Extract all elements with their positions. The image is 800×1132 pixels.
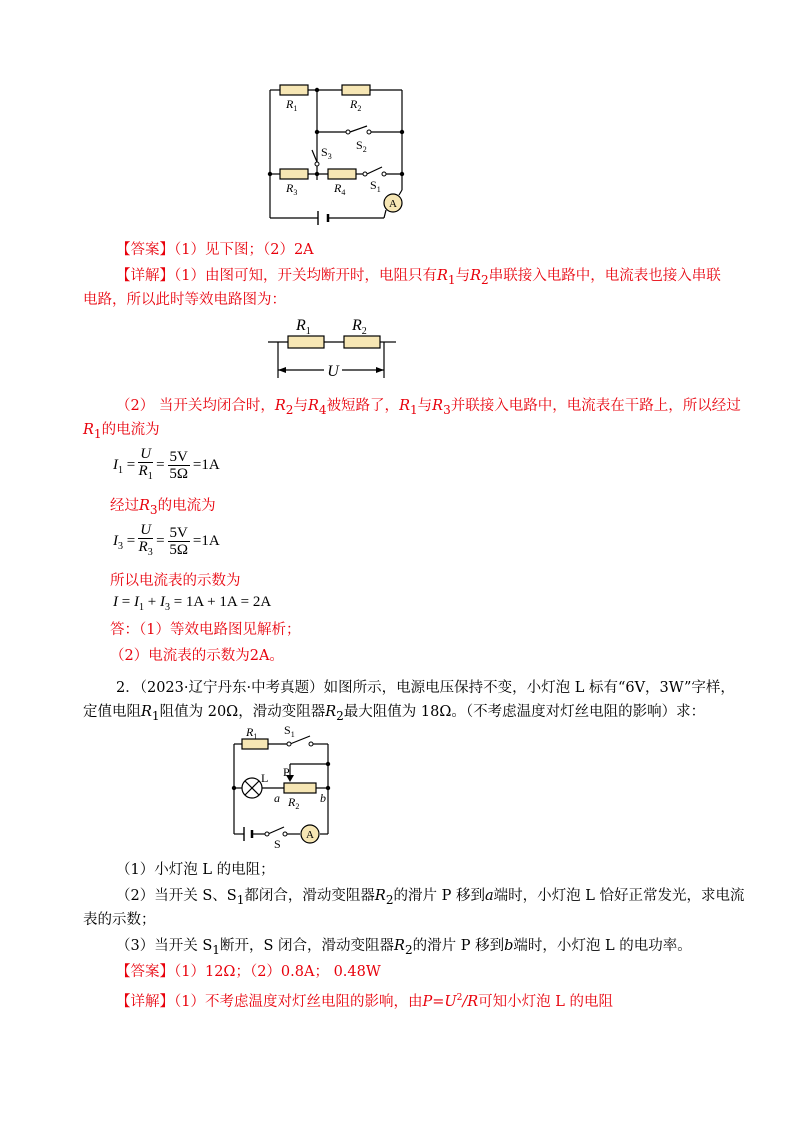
r3-symbol: R <box>139 498 150 514</box>
svg-text:R1 <box>295 317 311 337</box>
resistor-r3 <box>280 169 308 179</box>
fraction-values <box>168 525 190 558</box>
r1-sub: 1 <box>253 732 258 741</box>
eq-total-result: = 1A + 1A = 2A <box>173 594 272 610</box>
r2-label: R <box>352 317 362 334</box>
sub2-text-c: 的滑片 P 移到 <box>393 888 485 904</box>
voltage-label: U <box>327 363 339 380</box>
frac-den-sub: 3 <box>147 547 153 558</box>
svg-text:R4 <box>333 181 345 197</box>
part-2-line-2-text: 的电流为 <box>101 422 160 438</box>
question-2-sub-2 <box>116 886 745 910</box>
r1-symbol: R <box>399 398 410 414</box>
r2-label: R <box>288 795 296 809</box>
ammeter-reading-text: 所以电流表的示数为 <box>110 573 241 589</box>
r1-label: R <box>246 725 254 739</box>
r4-symbol: R <box>307 398 319 414</box>
answer-1-text: （1）见下图；（2）2A <box>174 242 314 258</box>
resistor-r1 <box>288 336 324 348</box>
resistor-r4 <box>328 169 356 179</box>
r2-sub: 2 <box>357 104 362 113</box>
r2-sub: 2 <box>336 708 344 723</box>
r2-sub: 2 <box>404 942 413 957</box>
q2-text-c: 最大阻值为 18Ω。（不考虑温度对灯丝电阻的影响）求： <box>343 704 706 720</box>
r2-sub: 2 <box>385 892 394 907</box>
question-2-sub-3 <box>116 936 692 960</box>
eq-i3: I <box>159 594 165 610</box>
via-r3-line <box>110 496 216 520</box>
part-2-line-1 <box>116 396 741 420</box>
resistor-r1 <box>280 85 308 95</box>
equation-i1: $I_1$ = $\frac{U}{R_1}$ = $\frac{5V}{5\Omega}$ =1A <box>113 446 220 485</box>
eq-lhs: I <box>113 456 118 473</box>
r1-label: R <box>296 317 306 334</box>
r2-label: R <box>350 97 358 111</box>
s1-label: S <box>284 724 291 737</box>
detail-2-text-a: （1）不考虑温度对灯丝电阻的影响，由 <box>174 993 423 1010</box>
frac-num-value: 5V <box>169 525 188 541</box>
q2-text-a: 定值电阻 <box>83 704 141 720</box>
r1-sub: 1 <box>409 402 418 417</box>
detail-1-text-b: 与 <box>455 268 471 284</box>
conclusion-2: （2）电流表的示数为2A。 <box>110 648 284 664</box>
r2-symbol: R <box>374 888 386 904</box>
part-2-text-e: 并联接入电路中，电流表在干路上，所以经过 <box>450 398 741 414</box>
equation-i3: $I_3$ = $\frac{U}{R_3}$ = $\frac{5V}{5\Omega}$ =1A <box>113 522 220 561</box>
r1-symbol: R <box>436 268 448 284</box>
detail-1-line-1 <box>116 266 721 290</box>
fraction-values <box>168 449 190 482</box>
detail-1-text-c: 串联接入电路中，电流表也接入串联 <box>488 268 721 284</box>
part-2-line-2 <box>83 420 160 444</box>
eq-result: =1A <box>192 532 220 549</box>
ammeter-label: A <box>306 829 314 841</box>
eq-lhs-sub: 1 <box>118 464 123 476</box>
eq-i3-sub: 3 <box>164 602 170 613</box>
r3-sub: 3 <box>293 188 298 197</box>
power-formula: P=U <box>422 993 457 1010</box>
s1-label: S <box>370 178 377 192</box>
lamp-icon <box>242 778 262 798</box>
via-r3-text-a: 经过 <box>110 498 139 514</box>
equation-total-current: $I = I_1 + I_3 = 1A + 1A = 2A$ <box>113 594 272 613</box>
r3-sub: 3 <box>443 402 451 417</box>
end-a-label: a <box>274 791 280 805</box>
svg-text:S2 <box>356 138 367 154</box>
question-2-sub-1: （1）小灯泡 L 的电阻； <box>116 862 275 878</box>
frac-den: R <box>138 463 148 479</box>
circuit-figure-2 <box>228 724 348 850</box>
r2-sub: 2 <box>481 272 489 287</box>
r2-sub: 2 <box>295 802 300 811</box>
r4-sub: 4 <box>341 188 346 197</box>
answer-2-text: （1）12Ω；（2）0.8A； 0.48W <box>174 964 381 980</box>
r1-sub: 1 <box>151 708 160 723</box>
svg-text:R2 <box>349 97 361 113</box>
sub2-text-b: 都闭合，滑动变阻器 <box>244 888 375 904</box>
fraction-u-r3 <box>138 522 153 561</box>
end-a-symbol: a <box>484 888 494 904</box>
svg-text:R1 <box>245 725 257 741</box>
svg-text:R2 <box>351 317 367 337</box>
detail-tag: 【详解】 <box>116 268 174 284</box>
frac-den-value: 5Ω <box>169 466 189 482</box>
power-formula-b: /R <box>462 993 479 1010</box>
sub3-text-b: 断开，S 闭合，滑动变阻器 <box>219 938 395 954</box>
q2-text-b: 阻值为 20Ω，滑动变阻器 <box>159 704 326 720</box>
slider-p-label: P <box>283 765 290 779</box>
sub3-text-a: （3）当开关 S <box>116 938 213 954</box>
detail-2-text-b: 可知小灯泡 L 的电阻 <box>478 993 614 1010</box>
s3-label: S <box>321 145 328 159</box>
circuit-figure-1 <box>262 72 412 227</box>
eq-lhs: I <box>113 532 118 549</box>
answer-tag: 【答案】 <box>116 242 174 258</box>
answer-tag: 【答案】 <box>116 964 174 980</box>
r2-symbol: R <box>470 268 482 284</box>
sub2-text-a: （2）当开关 S、S <box>116 888 237 904</box>
r1-sub: 1 <box>305 326 311 337</box>
frac-den-sub: 1 <box>147 471 153 482</box>
r1-sub: 1 <box>93 426 102 441</box>
sub3-text-c: 的滑片 P 移到 <box>412 938 505 954</box>
detail-tag: 【详解】 <box>116 993 174 1010</box>
answer-2 <box>116 962 381 982</box>
s3-sub: 3 <box>327 152 332 161</box>
r1-sub: 1 <box>293 104 298 113</box>
svg-text:S1 <box>284 724 295 739</box>
r1-label: R <box>286 97 294 111</box>
r2-symbol: R <box>325 704 337 720</box>
r3-label: R <box>286 181 294 195</box>
s1-sub: 1 <box>376 185 381 194</box>
frac-den-value: 5Ω <box>169 542 189 558</box>
detail-1-line-2: 电路，所以此时等效电路图为： <box>83 292 286 308</box>
detail-1-text-a: （1）由图可知，开关均断开时，电阻只有 <box>174 268 437 284</box>
r4-sub: 4 <box>318 402 327 417</box>
formula-sup: 2 <box>456 993 463 1003</box>
part-2-text-d: 与 <box>417 398 433 414</box>
s2-label: S <box>356 138 363 152</box>
r4-label: R <box>334 181 342 195</box>
s1-sub: 1 <box>290 730 295 739</box>
svg-text:S3 <box>321 145 332 161</box>
ammeter-label: A <box>389 198 397 210</box>
r2-sub: 2 <box>361 326 367 337</box>
sub2-text-d: 端时，小灯泡 L 恰好正常发光，求电流 <box>493 888 745 904</box>
r2-symbol: R <box>274 398 286 414</box>
r2-symbol: R <box>394 938 405 954</box>
detail-2 <box>116 988 613 1012</box>
s1-sub: 1 <box>236 892 245 907</box>
eq-total-i: I <box>113 594 118 610</box>
r3-sub: 3 <box>149 502 158 517</box>
r1-symbol: R <box>83 422 94 438</box>
rheostat-r2 <box>284 783 316 793</box>
frac-num: U <box>140 522 152 538</box>
part-2-text-b: 与 <box>293 398 308 414</box>
equivalent-circuit-figure <box>262 308 402 384</box>
r3-symbol: R <box>432 398 444 414</box>
conclusion-1: 答：（1）等效电路图见解析； <box>110 622 301 638</box>
r2-sub: 2 <box>285 402 294 417</box>
frac-den: R <box>138 539 148 555</box>
lamp-label: L <box>261 771 269 785</box>
svg-text:R1 <box>285 97 297 113</box>
via-r3-text-b: 的电流为 <box>157 498 216 514</box>
answer-1 <box>116 240 314 260</box>
svg-text:R2 <box>287 795 299 811</box>
frac-num: U <box>140 446 152 462</box>
s-label: S <box>274 837 281 850</box>
question-2-line-2 <box>83 702 705 726</box>
eq-result: =1A <box>192 456 220 473</box>
svg-text:R3 <box>285 181 297 197</box>
resistor-r2 <box>344 336 380 348</box>
question-2-sub-2-line-2: 表的示数； <box>83 912 156 928</box>
r1-sub: 1 <box>447 272 456 287</box>
frac-num-value: 5V <box>169 449 188 465</box>
sub3-text-d: 端时，小灯泡 L 的电功率。 <box>513 938 692 954</box>
fraction-u-r1 <box>138 446 153 485</box>
eq-i1-sub: 1 <box>138 602 144 613</box>
eq-i1: I <box>133 594 139 610</box>
resistor-r2 <box>342 85 370 95</box>
part-2-text-c: 被短路了， <box>326 398 400 414</box>
s2-sub: 2 <box>362 145 367 154</box>
svg-text:S1 <box>370 178 381 194</box>
eq-lhs-sub: 3 <box>118 540 123 552</box>
part-2-text-a: （2） 当开关均闭合时， <box>116 398 275 414</box>
end-b-label: b <box>320 791 326 805</box>
end-b-symbol: b <box>504 938 514 954</box>
question-2-line-1: 2．（2023·辽宁丹东·中考真题）如图所示，电源电压保持不变，小灯泡 L 标有“6V，3W”字样， <box>116 680 735 696</box>
r1-symbol: R <box>141 704 152 720</box>
s1-sub: 1 <box>212 942 220 957</box>
